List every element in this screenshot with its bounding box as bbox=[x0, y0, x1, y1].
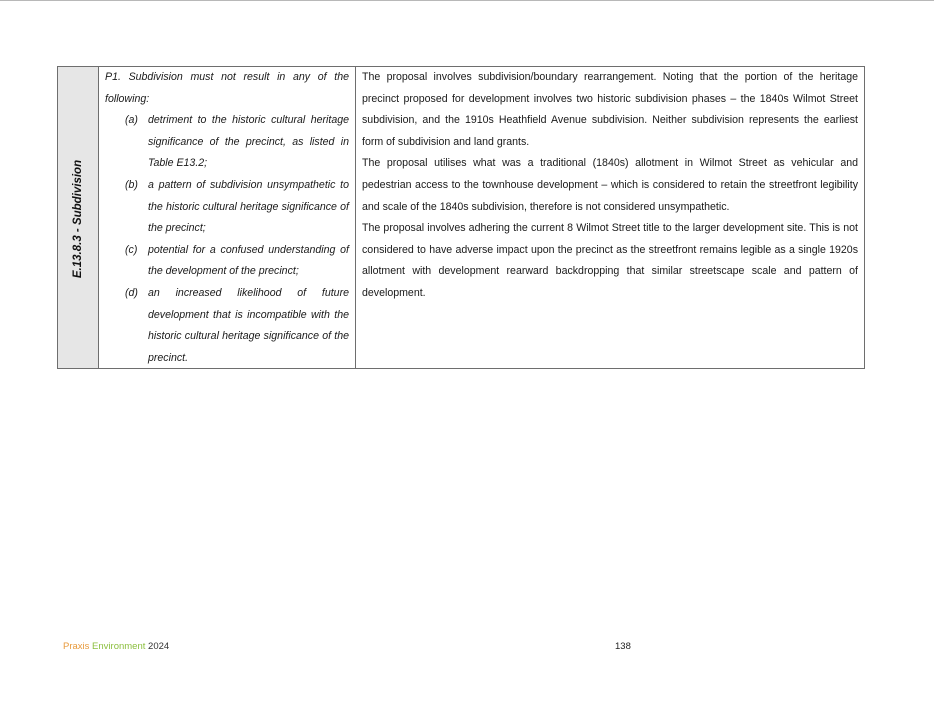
requirement-item bbox=[105, 110, 349, 175]
requirement-item bbox=[105, 240, 349, 283]
section-label-cell bbox=[58, 67, 99, 368]
page-number: 138 bbox=[615, 641, 631, 652]
footer-brand-suffix: Environment bbox=[92, 641, 146, 652]
requirement-item-text: detriment to the historic cultural heritage significance of the precinct, as listed in Table E13.2; bbox=[148, 114, 349, 170]
requirement-item bbox=[105, 175, 349, 240]
requirement-item-text: potential for a confused understanding of the development of the precinct; bbox=[148, 243, 349, 278]
requirement-cell bbox=[99, 67, 356, 368]
requirement-item-marker: (a) bbox=[125, 114, 138, 127]
response-cell bbox=[356, 67, 864, 368]
requirement-item-marker: (b) bbox=[125, 178, 138, 191]
section-label: E.13.8.3 - Subdivision bbox=[72, 159, 84, 279]
response-paragraph: The proposal involves subdivision/boundary rearrangement. Noting that the portion of the heritage precinct proposed for development involves two historic subdivision phases – the 1840s Wilmot Street subdivision, and the 1910s Heathfield Avenue subdivision. Neither subdivision represents the earliest form of subdivision and land grants. bbox=[362, 71, 858, 148]
requirement-item-marker: (c) bbox=[125, 243, 138, 256]
requirement-item-marker: (d) bbox=[125, 286, 138, 299]
response-paragraph: The proposal involves adhering the current 8 Wilmot Street title to the larger development site. This is not considered to have adverse impact upon the precinct as the streetfront remains legible as a single 1920s allotment with development rearward backdropping that similar streetscape scale and pattern of development. bbox=[362, 222, 858, 299]
response-paragraph: The proposal utilises what was a traditional (1840s) allotment in Wilmot Street as vehicular and pedestrian access to the townhouse development – which is considered to retain the streetfront legibility and scale of the 1840s subdivision, therefore is not considered unsympathetic. bbox=[362, 157, 858, 213]
requirement-intro: P1. Subdivision must not result in any of the following: bbox=[105, 71, 349, 105]
footer-brand bbox=[63, 641, 169, 652]
assessment-table bbox=[57, 66, 865, 369]
requirement-item-text: an increased likelihood of future development that is incompatible with the historic cultural heritage significance of the precinct. bbox=[148, 286, 349, 364]
requirement-item-text: a pattern of subdivision unsympathetic to the historic cultural heritage significance of the precinct; bbox=[148, 178, 349, 235]
footer-brand-name: Praxis bbox=[63, 641, 90, 652]
page-top-rule bbox=[0, 0, 934, 1]
footer-year: 2024 bbox=[148, 641, 170, 652]
requirement-item bbox=[105, 283, 349, 369]
